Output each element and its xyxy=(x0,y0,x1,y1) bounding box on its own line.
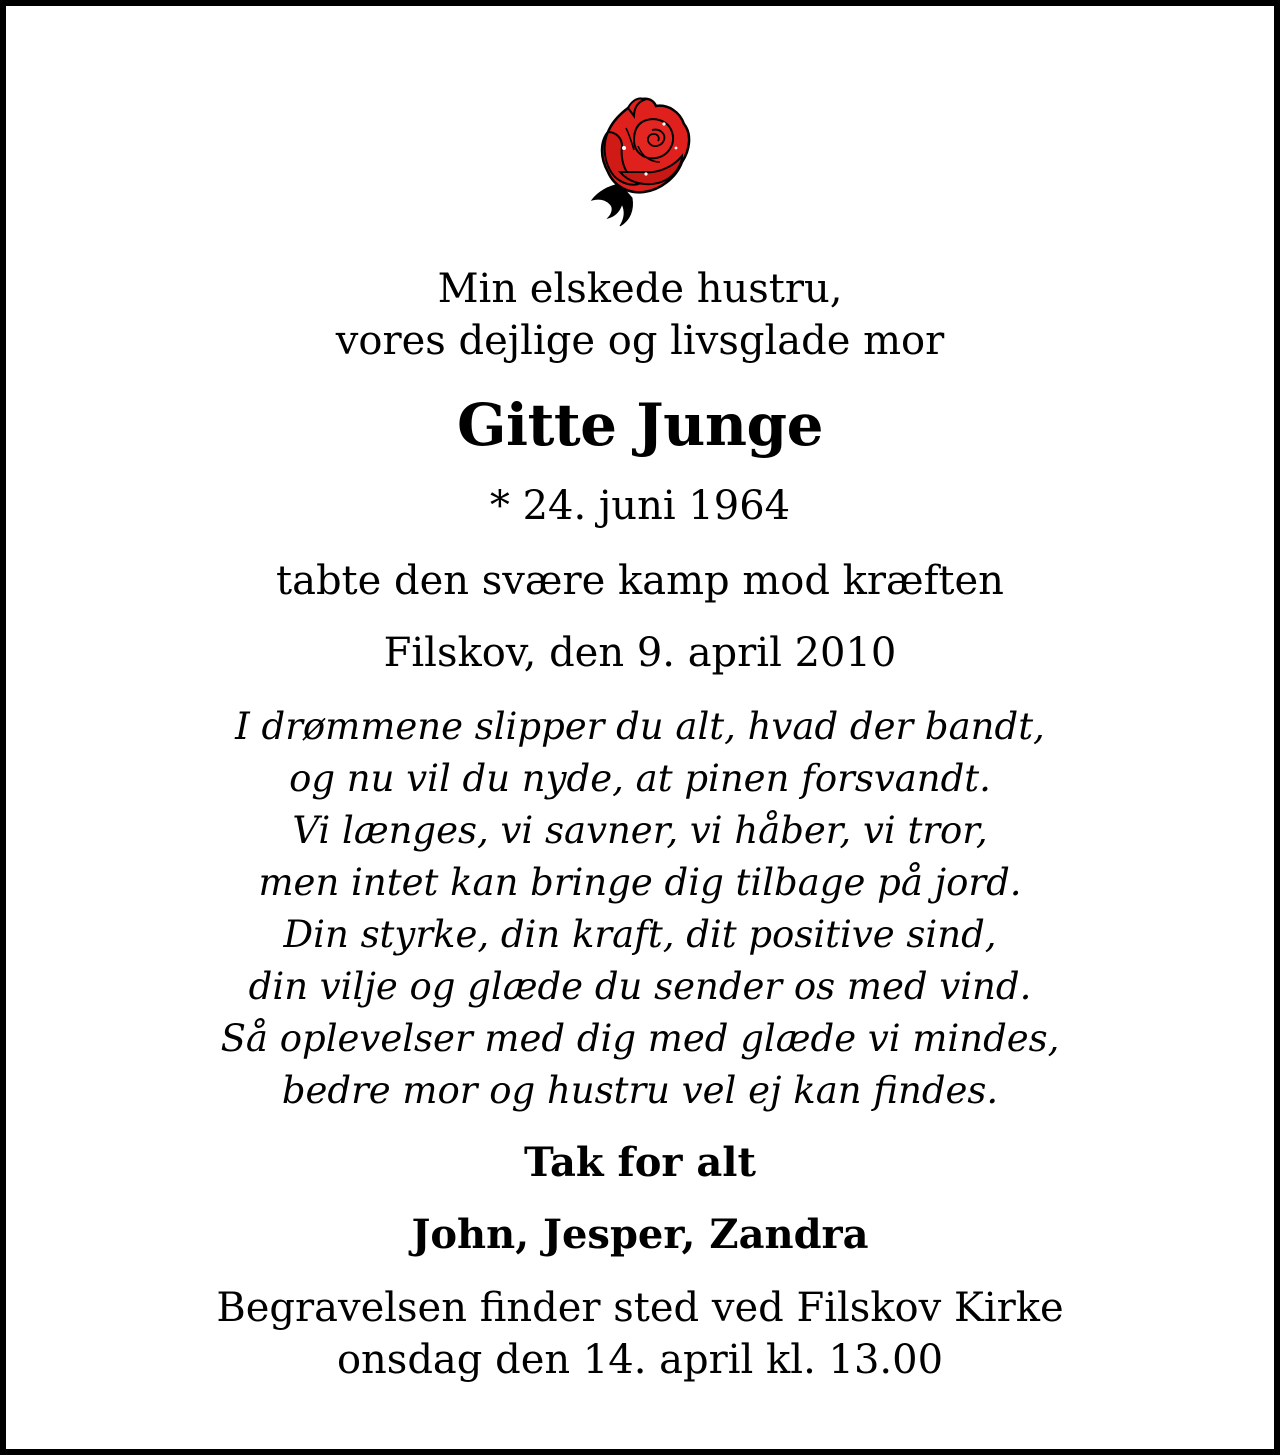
poem-line-7: Så oplevelser med dig med glæde vi mindes, xyxy=(220,1017,1060,1060)
rose-icon xyxy=(580,88,700,230)
birth-date: * 24. juni 1964 xyxy=(489,483,791,529)
rose-decoration xyxy=(6,88,1274,230)
funeral-line-1: Begravelsen finder sted ved Filskov Kirke xyxy=(216,1285,1064,1331)
intro-line-1: Min elskede hustru, xyxy=(437,266,843,312)
thanks-text: Tak for alt xyxy=(524,1139,756,1186)
deceased-name: Gitte Junge xyxy=(457,391,823,459)
intro-line-2: vores dejlige og livsglade mor xyxy=(335,318,945,364)
poem-line-4: men intet kan bringe dig tilbage på jord. xyxy=(258,861,1022,904)
poem-line-2: og nu vil du nyde, at pinen forsvandt. xyxy=(289,757,991,800)
poem-line-1: I drømmene slipper du alt, hvad der bandt, xyxy=(235,705,1045,748)
poem-line-8: bedre mor og hustru vel ej kan findes. xyxy=(281,1069,999,1112)
poem-line-6: din vilje og glæde du sender os med vind. xyxy=(248,965,1032,1008)
place-and-date: Filskov, den 9. april 2010 xyxy=(383,630,897,676)
signers: John, Jesper, Zandra xyxy=(411,1211,869,1258)
passing-text: tabte den svære kamp mod kræften xyxy=(276,558,1004,604)
poem-line-5: Din styrke, din kraft, dit positive sind, xyxy=(283,913,997,956)
poem-line-3: Vi længes, vi savner, vi håber, vi tror, xyxy=(292,809,988,852)
funeral-line-2: onsdag den 14. april kl. 13.00 xyxy=(336,1337,944,1383)
